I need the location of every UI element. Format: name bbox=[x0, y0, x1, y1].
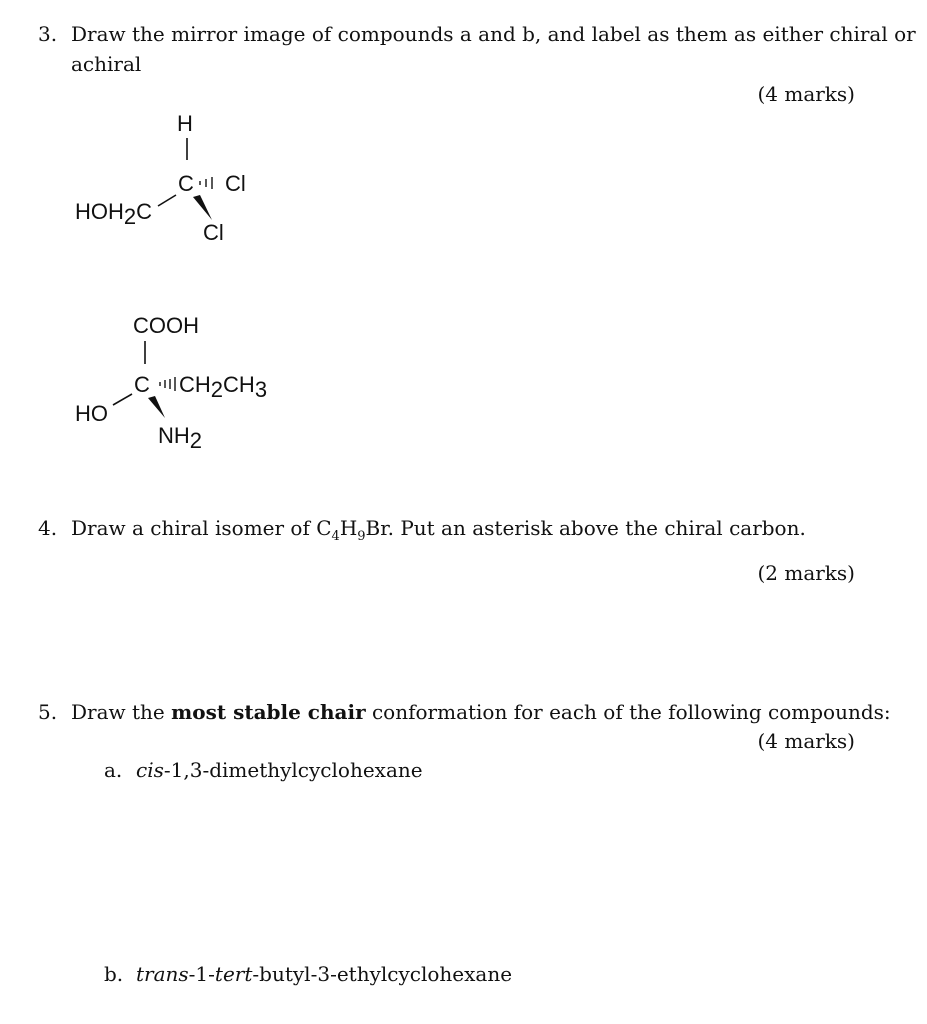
q3-text-line1: Draw the mirror image of compounds a and b, and label as them as either chiral or bbox=[71, 22, 916, 46]
compound-a-bond-left bbox=[158, 195, 176, 206]
compound-b-top-group: COOH bbox=[133, 313, 199, 338]
compound-a-right-atom: Cl bbox=[225, 171, 246, 196]
q5-part-b-text: trans-1-tert-butyl-3-ethylcyclohexane bbox=[136, 962, 513, 986]
q3-number: 3. bbox=[38, 22, 58, 46]
q5-text: Draw the most stable chair conformation for each of the following compounds: bbox=[71, 700, 891, 724]
compound-b-bottom-group: NH2 bbox=[158, 423, 203, 453]
q5-part-a-label: a. bbox=[104, 758, 123, 782]
compound-b-left-group: HO bbox=[75, 401, 108, 426]
compound-b-wedge-bond bbox=[148, 396, 165, 418]
q5-marks: (4 marks) bbox=[757, 729, 855, 753]
q3-text-line2: achiral bbox=[71, 52, 142, 76]
compound-a-bottom-atom: Cl bbox=[203, 220, 224, 245]
q5-number: 5. bbox=[38, 700, 58, 724]
q5-part-a-text: cis-1,3-dimethylcyclohexane bbox=[136, 758, 423, 782]
q4-text: Draw a chiral isomer of $C_4H_9Br$. Put an asterisk above the chiral carbon. bbox=[71, 516, 806, 544]
compound-a-left-group: HOH2C bbox=[75, 199, 153, 229]
compound-b bbox=[75, 313, 267, 453]
q5-part-b-label: b. bbox=[104, 962, 124, 986]
compound-b-right-group: CH2CH3 bbox=[179, 372, 268, 402]
compound-a-wedge-bond bbox=[193, 195, 212, 220]
compound-a-center-atom: C bbox=[178, 171, 194, 196]
compound-b-bond-left bbox=[113, 394, 132, 405]
q4-number: 4. bbox=[38, 516, 58, 540]
compound-a-hashed-bond bbox=[200, 177, 212, 189]
compound-b-hashed-bond bbox=[160, 377, 175, 391]
compound-a bbox=[75, 111, 246, 245]
compound-b-center-atom: C bbox=[134, 372, 150, 397]
compound-a-top-atom: H bbox=[177, 111, 193, 136]
q4-marks: (2 marks) bbox=[757, 561, 855, 585]
q3-marks: (4 marks) bbox=[757, 82, 855, 106]
